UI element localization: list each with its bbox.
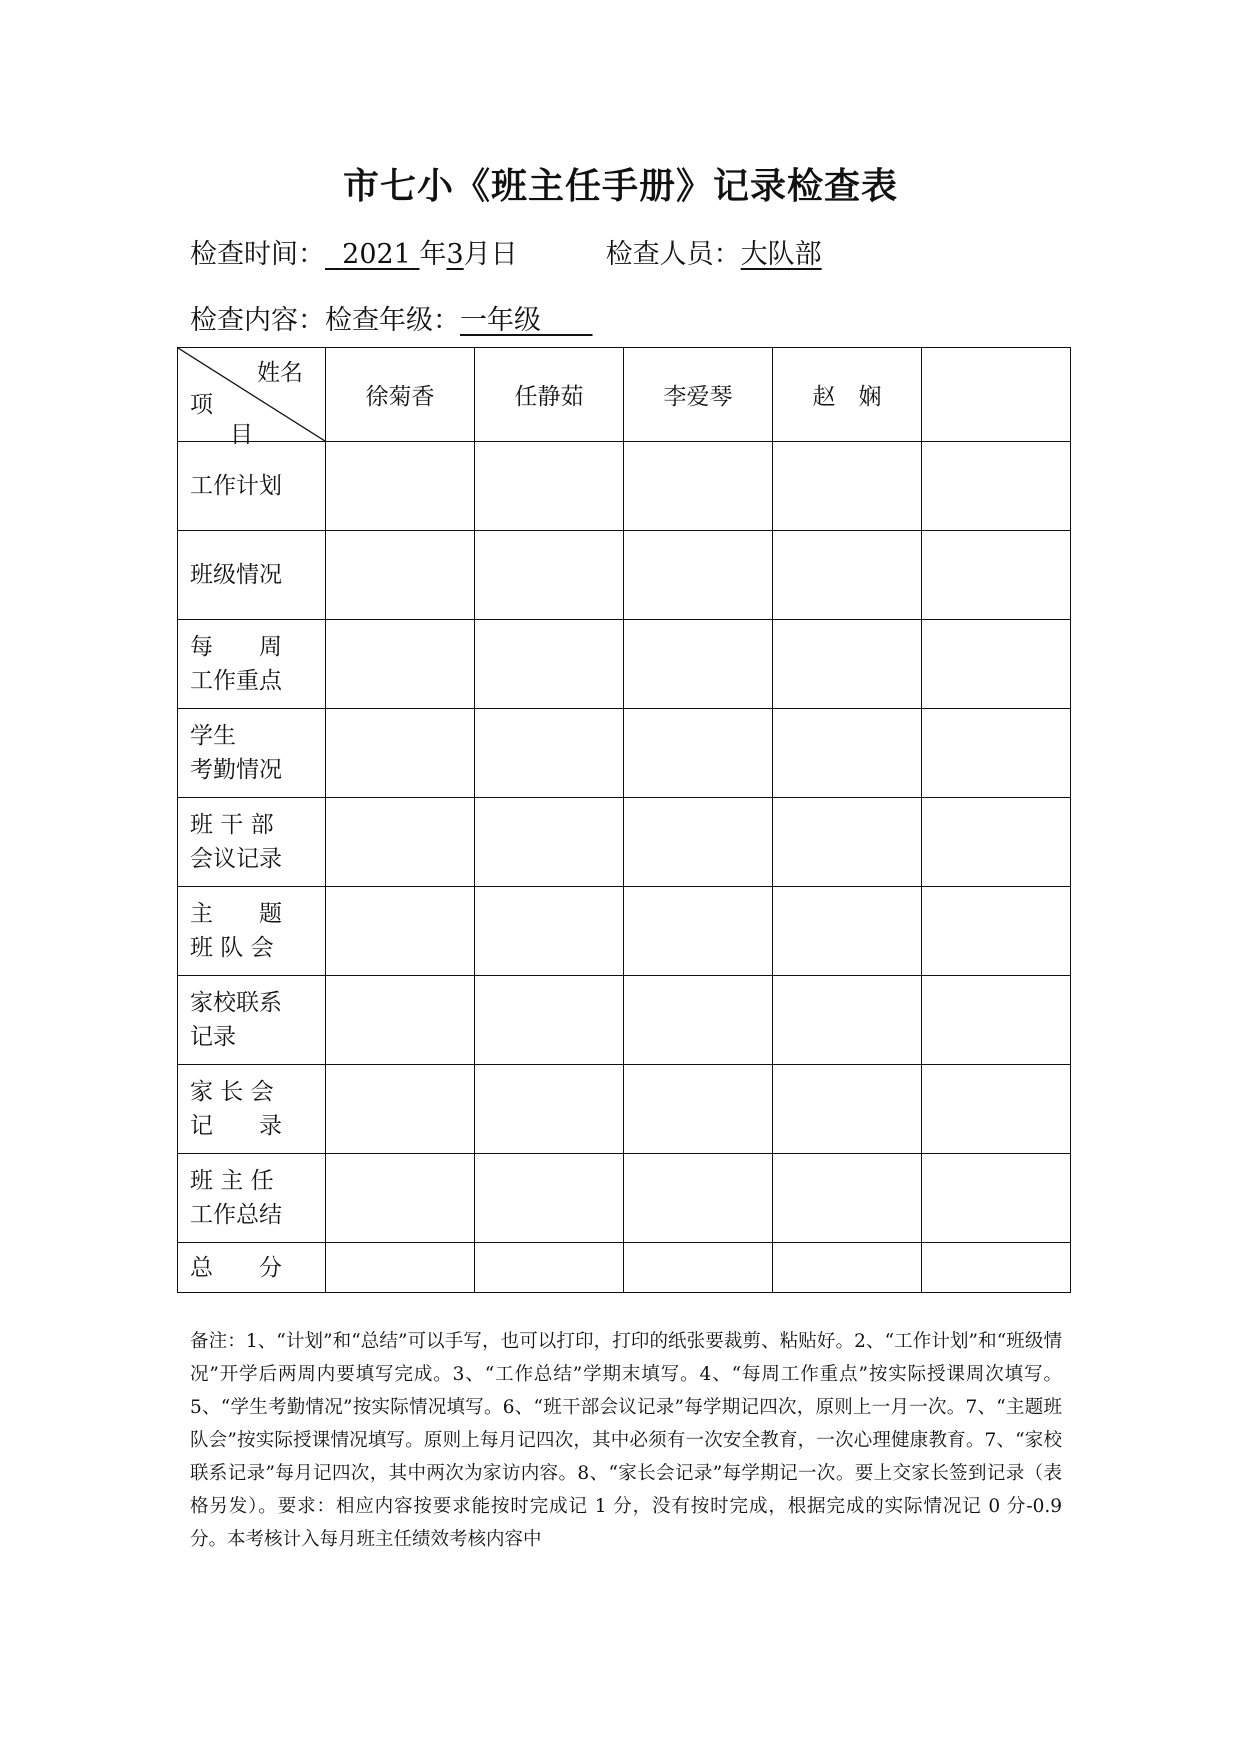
inspector-field[interactable]: 大队部: [740, 239, 822, 270]
score-cell[interactable]: [773, 709, 922, 798]
score-cell[interactable]: [922, 1065, 1071, 1154]
month-day-unit: 月日: [463, 239, 518, 270]
score-cell[interactable]: [475, 798, 624, 887]
score-cell[interactable]: [475, 709, 624, 798]
score-cell[interactable]: [773, 1065, 922, 1154]
row-label-theme-meeting: 主 题 班 队 会: [178, 887, 326, 976]
page-title: 市七小《班主任手册》记录检查表: [342, 166, 898, 207]
score-cell[interactable]: [326, 1243, 475, 1293]
row-label-work-summary: 班 主 任 工作总结: [178, 1154, 326, 1243]
inspection-content-line: [190, 298, 593, 337]
score-cell[interactable]: [475, 1065, 624, 1154]
score-cell[interactable]: [624, 1065, 773, 1154]
score-cell[interactable]: [475, 620, 624, 709]
score-cell[interactable]: [773, 976, 922, 1065]
score-cell[interactable]: [922, 798, 1071, 887]
score-cell[interactable]: [624, 976, 773, 1065]
row-label-work-plan: 工作计划: [178, 442, 326, 531]
score-cell[interactable]: [624, 1243, 773, 1293]
year-unit: 年: [419, 239, 447, 270]
score-cell[interactable]: [326, 442, 475, 531]
score-cell[interactable]: [773, 1154, 922, 1243]
year-field[interactable]: 2021: [342, 239, 411, 270]
score-cell[interactable]: [922, 1243, 1071, 1293]
month-field[interactable]: 3: [446, 239, 464, 270]
score-cell[interactable]: [475, 531, 624, 620]
table-row: [178, 442, 1071, 531]
score-cell[interactable]: [475, 1154, 624, 1243]
remarks-paragraph: 备注：1、“计划”和“总结”可以手写，也可以打印，打印的纸张要裁剪、粘贴好。2、“工作计划”和“班级情况”开学后两周内要填写完成。3、“工作总结”学期末填写。4、“每周工作重点”按实际授课周次填写。5、“学生考勤情况”按实际情况填写。6、“班干部会议记录”每学期记四次，原则上一月一次。7、“主题班队会”按实际授课情况填写。原则上每月记四次，其中必须有一次安全教育，一次心理健康教育。7、“家校联系记录”每月记四次，其中两次为家访内容。8、“家长会记录”每学期记一次。要上交家长签到记录（表格另发）。要求：相应内容按要求能按时完成记 1 分，没有按时完成，根据完成的实际情况记 0 分-0.9 分。本考核计入每月班主任绩效考核内容中: [190, 1331, 1062, 1550]
header-item-label-1: 项: [190, 392, 213, 418]
score-cell[interactable]: [922, 887, 1071, 976]
score-cell[interactable]: [922, 976, 1071, 1065]
table-row: [178, 1065, 1071, 1154]
score-cell[interactable]: [922, 620, 1071, 709]
teacher-name-cell: [922, 348, 1071, 442]
row-label-parent-meeting: 家 长 会 记 录: [178, 1065, 326, 1154]
header-item-label-2: 目: [230, 422, 253, 448]
score-cell[interactable]: [624, 798, 773, 887]
score-cell[interactable]: [922, 442, 1071, 531]
table-row-total: [178, 1243, 1071, 1293]
score-cell[interactable]: [922, 1154, 1071, 1243]
score-cell[interactable]: [624, 620, 773, 709]
score-cell[interactable]: [475, 976, 624, 1065]
table-row: [178, 887, 1071, 976]
inspection-info-line: [190, 232, 822, 271]
score-cell[interactable]: [624, 709, 773, 798]
score-cell[interactable]: [773, 620, 922, 709]
score-cell[interactable]: [773, 442, 922, 531]
row-label-attendance: 学生 考勤情况: [178, 709, 326, 798]
table-row: [178, 1154, 1071, 1243]
score-cell[interactable]: [326, 887, 475, 976]
score-cell[interactable]: [773, 1243, 922, 1293]
score-cell[interactable]: [326, 620, 475, 709]
score-cell[interactable]: [624, 1154, 773, 1243]
score-cell[interactable]: [624, 442, 773, 531]
table-row: [178, 976, 1071, 1065]
score-cell[interactable]: [773, 531, 922, 620]
score-cell[interactable]: [475, 442, 624, 531]
teacher-name-cell: 徐菊香: [326, 348, 475, 442]
teacher-name-cell: 李爱琴: [624, 348, 773, 442]
diagonal-header-cell: [178, 348, 326, 448]
score-cell[interactable]: [624, 887, 773, 976]
row-label-weekly-focus: 每 周 工作重点: [178, 620, 326, 709]
score-cell[interactable]: [326, 709, 475, 798]
score-cell[interactable]: [326, 976, 475, 1065]
row-label-total: 总 分: [178, 1243, 326, 1293]
content-label: 检查内容：检查年级：: [190, 305, 460, 336]
header-name-label: 姓名: [257, 360, 303, 386]
score-cell[interactable]: [922, 531, 1071, 620]
score-cell[interactable]: [475, 887, 624, 976]
score-cell[interactable]: [326, 1154, 475, 1243]
table-row: [178, 798, 1071, 887]
score-cell[interactable]: [326, 798, 475, 887]
teacher-name-cell: 赵 娴: [773, 348, 922, 442]
score-cell[interactable]: [773, 798, 922, 887]
header-row: [178, 348, 1071, 442]
row-label-home-school: 家校联系 记录: [178, 976, 326, 1065]
grade-field[interactable]: 一年级: [460, 305, 541, 336]
table-row: [178, 531, 1071, 620]
table-row: [178, 709, 1071, 798]
score-cell[interactable]: [326, 1065, 475, 1154]
score-cell[interactable]: [624, 531, 773, 620]
score-cell[interactable]: [326, 531, 475, 620]
score-cell[interactable]: [773, 887, 922, 976]
inspector-label: 检查人员：: [605, 239, 741, 270]
table-row: [178, 620, 1071, 709]
score-cell[interactable]: [475, 1243, 624, 1293]
time-label: 检查时间：: [190, 239, 325, 270]
row-label-class-status: 班级情况: [178, 531, 326, 620]
inspection-table: [177, 347, 1071, 1293]
row-label-cadre-meeting: 班 干 部 会议记录: [178, 798, 326, 887]
score-cell[interactable]: [922, 709, 1071, 798]
teacher-name-cell: 任静茹: [475, 348, 624, 442]
